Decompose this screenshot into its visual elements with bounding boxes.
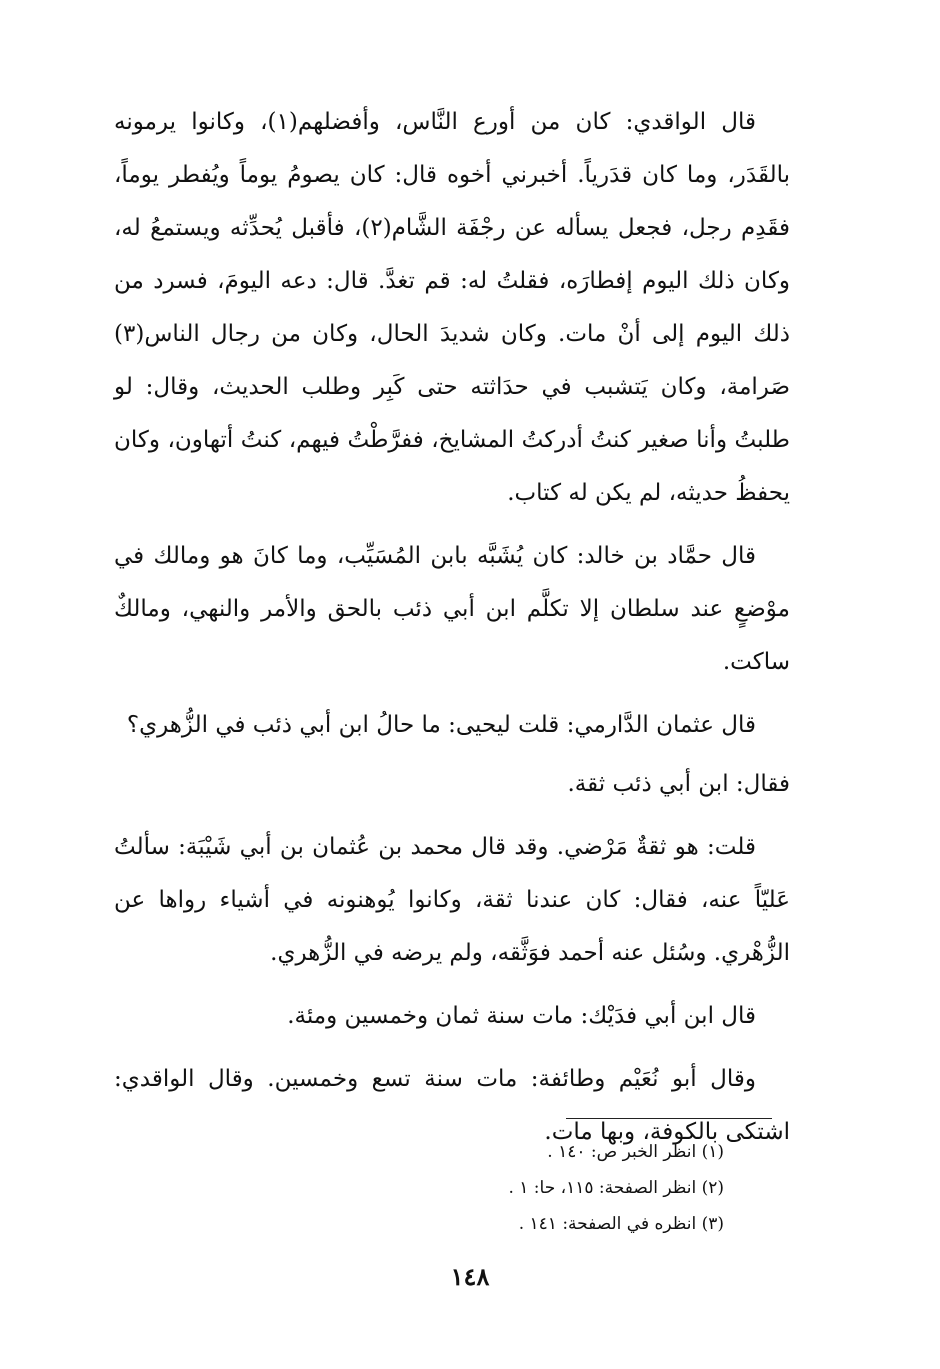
main-text [114, 96, 790, 1169]
paragraph-death-fudayk: قال ابن أبي فدَيْك: مات سنة ثمان وخمسين ومئة. [287, 1003, 756, 1029]
paragraph-uthman-question: قال عثمان الدَّارمي: قلت ليحيى: ما حالُ ابن أبي ذئب في الزُّهري؟ [126, 712, 756, 738]
paragraph-yahya-answer: فقال: ابن أبي ذئب ثقة. [567, 771, 790, 797]
paragraph-waqidi: قال الواقدي: كان من أورع النَّاس، وأفضلهم(١)، وكانوا يرمونه بالقَدَر، وما كان قدَرياً. أخبرني أخوه قال: كان يصومُ يوماً ويُفطر يوماً، فقَدِم رجل، فجعل يسأله عن رجْفَة الشَّام(٢)، فأقبل يُحدِّثه ويستمعُ له، وكان ذلك اليوم إفطارَه، فقلتُ له: قم تغدَّ. قال: دعه اليومَ، فسرد من ذلك اليوم إلى أنْ مات. وكان شديدَ الحال، وكان من رجال الناس(٣) صَرامة، وكان يَتشبب في حدَاثته حتى كَبِر وطلب الحديث، وقال: لو طلبتُ وأنا صغير كنتُ أدركتُ المشايخ، ففرَّطْتُ فيهم، كنتُ أتهاون، وكان يحفظُ حديثه، لم يكن له كتاب. [114, 109, 790, 506]
footnotes [430, 1134, 724, 1242]
paragraph-ali-opinion: قلت: هو ثقةٌ مَرْضي. وقد قال محمد بن عُثمان بن أبي شَيْبَة: سألتُ عَليّاً عنه، فقال: كان عندنا ثقة، وكانوا يُوهنونه في أشياء رواها عن الزُّهْري. وسُئل عنه أحمد فوَثَّقه، ولم يرضه في الزُّهري. [114, 834, 790, 966]
footnote-1: (١) انظر الخبر ص: ١٤٠ . [547, 1142, 724, 1162]
footnote-3: (٣) انظره في الصفحة: ١٤١ . [518, 1214, 724, 1234]
page-number: ١٤٨ [450, 1262, 490, 1291]
paragraph-hammad: قال حمَّاد بن خالد: كان يُشَبَّه بابن المُسَيِّب، وما كانَ هو ومالك في موْضعٍ عند سلطان إلا تكلَّم ابن أبي ذئب بالحق والأمر والنهي، ومالكٌ ساكت. [114, 543, 790, 675]
footnote-separator [566, 1118, 772, 1119]
paragraph-death-nuaym: وقال أبو نُعَيْم وطائفة: مات سنة تسع وخمسين. وقال الواقدي: اشتكى بالكوفة، وبها مات. [114, 1066, 790, 1145]
footnote-2: (٢) انظر الصفحة: ١١٥، حا: ١ . [508, 1178, 724, 1198]
